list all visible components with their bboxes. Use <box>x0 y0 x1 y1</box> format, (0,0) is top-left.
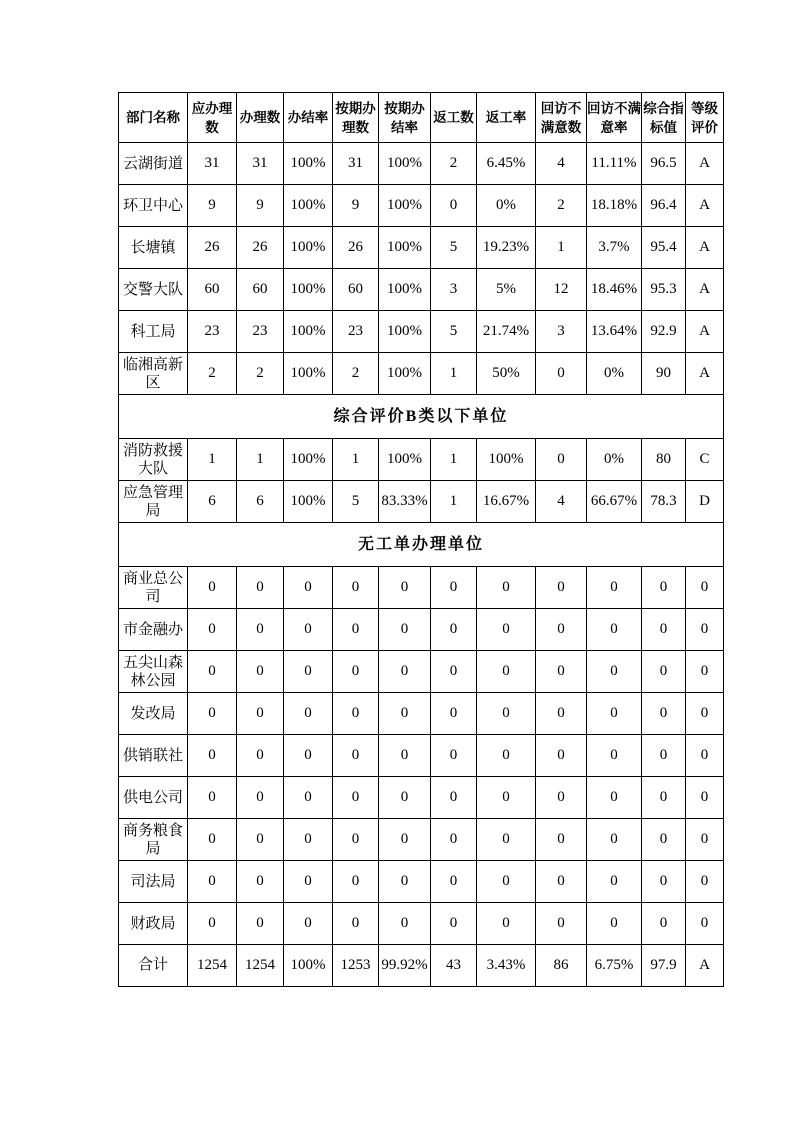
value-cell: 0 <box>686 819 724 861</box>
value-cell: C <box>686 439 724 481</box>
value-cell: 0 <box>431 185 477 227</box>
value-cell: 0 <box>431 861 477 903</box>
column-header: 按期办理数 <box>333 93 379 143</box>
value-cell: 0 <box>477 861 536 903</box>
value-cell: 0 <box>431 693 477 735</box>
value-cell: A <box>686 143 724 185</box>
value-cell: 0 <box>237 651 284 693</box>
value-cell: 0 <box>686 735 724 777</box>
value-cell: 18.46% <box>587 269 642 311</box>
total-value: 3.43% <box>477 945 536 987</box>
value-cell: 100% <box>477 439 536 481</box>
value-cell: 0 <box>587 609 642 651</box>
value-cell: 0 <box>686 567 724 609</box>
column-header: 回访不满意数 <box>536 93 587 143</box>
value-cell: 90 <box>642 353 686 395</box>
value-cell: 60 <box>188 269 237 311</box>
department-name-cell: 交警大队 <box>119 269 188 311</box>
value-cell: 1 <box>188 439 237 481</box>
value-cell: 0 <box>477 567 536 609</box>
value-cell: 0% <box>477 185 536 227</box>
value-cell: 0 <box>333 567 379 609</box>
value-cell: 1 <box>431 439 477 481</box>
value-cell: 5 <box>431 311 477 353</box>
value-cell: 0 <box>333 819 379 861</box>
value-cell: 0 <box>284 693 333 735</box>
value-cell: 100% <box>284 185 333 227</box>
value-cell: 0 <box>587 819 642 861</box>
value-cell: 0 <box>587 777 642 819</box>
value-cell: 0 <box>536 651 587 693</box>
value-cell: 0 <box>686 693 724 735</box>
value-cell: 0 <box>686 777 724 819</box>
value-cell: 2 <box>188 353 237 395</box>
value-cell: 1 <box>431 481 477 523</box>
table-row <box>119 609 724 651</box>
table-row <box>119 185 724 227</box>
total-value: 1253 <box>333 945 379 987</box>
header-row <box>119 93 724 143</box>
value-cell: 2 <box>333 353 379 395</box>
value-cell: 100% <box>284 311 333 353</box>
value-cell: 0 <box>477 693 536 735</box>
value-cell: 0 <box>642 777 686 819</box>
value-cell: 0 <box>477 819 536 861</box>
value-cell: 0 <box>686 861 724 903</box>
table-row <box>119 777 724 819</box>
value-cell: A <box>686 353 724 395</box>
value-cell: 16.67% <box>477 481 536 523</box>
table-row <box>119 143 724 185</box>
value-cell: 100% <box>379 185 431 227</box>
value-cell: 0 <box>587 903 642 945</box>
value-cell: 0 <box>536 819 587 861</box>
value-cell: 60 <box>237 269 284 311</box>
value-cell: D <box>686 481 724 523</box>
value-cell: 6.45% <box>477 143 536 185</box>
value-cell: 0 <box>536 735 587 777</box>
value-cell: 0 <box>536 567 587 609</box>
value-cell: 0 <box>536 439 587 481</box>
department-name-cell: 商业总公司 <box>119 567 188 609</box>
value-cell: 0 <box>686 651 724 693</box>
department-name-cell: 科工局 <box>119 311 188 353</box>
value-cell: 0 <box>431 777 477 819</box>
department-name-cell: 环卫中心 <box>119 185 188 227</box>
total-value: 6.75% <box>587 945 642 987</box>
value-cell: 0 <box>379 735 431 777</box>
value-cell: 12 <box>536 269 587 311</box>
table-row <box>119 481 724 523</box>
value-cell: 0 <box>188 861 237 903</box>
value-cell: 6 <box>188 481 237 523</box>
department-name-cell: 供销联社 <box>119 735 188 777</box>
value-cell: 0 <box>333 861 379 903</box>
value-cell: 26 <box>333 227 379 269</box>
value-cell: 0 <box>237 693 284 735</box>
total-value: 100% <box>284 945 333 987</box>
value-cell: 31 <box>237 143 284 185</box>
value-cell: 78.3 <box>642 481 686 523</box>
value-cell: 19.23% <box>477 227 536 269</box>
total-value: 43 <box>431 945 477 987</box>
value-cell: 50% <box>477 353 536 395</box>
column-header: 应办理数 <box>188 93 237 143</box>
value-cell: 1 <box>536 227 587 269</box>
value-cell: 0 <box>587 735 642 777</box>
value-cell: 13.64% <box>587 311 642 353</box>
column-header: 按期办结率 <box>379 93 431 143</box>
value-cell: A <box>686 227 724 269</box>
value-cell: 0 <box>188 609 237 651</box>
total-value: 97.9 <box>642 945 686 987</box>
value-cell: A <box>686 269 724 311</box>
table-row <box>119 439 724 481</box>
table-row <box>119 651 724 693</box>
value-cell: 0 <box>642 651 686 693</box>
column-header: 办结率 <box>284 93 333 143</box>
value-cell: 0 <box>477 609 536 651</box>
value-cell: 3.7% <box>587 227 642 269</box>
value-cell: 0 <box>188 777 237 819</box>
section-row <box>119 523 724 567</box>
value-cell: 0 <box>333 609 379 651</box>
value-cell: 0 <box>284 903 333 945</box>
value-cell: 0 <box>237 861 284 903</box>
value-cell: 0 <box>379 651 431 693</box>
value-cell: 23 <box>237 311 284 353</box>
department-name-cell: 商务粮食局 <box>119 819 188 861</box>
value-cell: 100% <box>379 269 431 311</box>
table-row <box>119 735 724 777</box>
column-header: 综合指标值 <box>642 93 686 143</box>
value-cell: 0% <box>587 353 642 395</box>
value-cell: 0 <box>237 567 284 609</box>
value-cell: 100% <box>379 227 431 269</box>
column-header: 返工数 <box>431 93 477 143</box>
value-cell: 0 <box>642 567 686 609</box>
value-cell: 0 <box>379 819 431 861</box>
value-cell: 0 <box>188 819 237 861</box>
value-cell: 0 <box>431 567 477 609</box>
value-cell: 0 <box>188 567 237 609</box>
value-cell: 0 <box>284 609 333 651</box>
value-cell: 100% <box>379 311 431 353</box>
value-cell: 0 <box>536 903 587 945</box>
value-cell: 0% <box>587 439 642 481</box>
value-cell: 0 <box>587 651 642 693</box>
department-name-cell: 五尖山森林公园 <box>119 651 188 693</box>
value-cell: 0 <box>686 609 724 651</box>
value-cell: 60 <box>333 269 379 311</box>
section-title: 综合评价B类以下单位 <box>119 395 724 439</box>
total-value: 86 <box>536 945 587 987</box>
value-cell: 0 <box>587 693 642 735</box>
value-cell: 0 <box>333 735 379 777</box>
value-cell: 0 <box>431 609 477 651</box>
value-cell: 1 <box>237 439 284 481</box>
value-cell: 9 <box>188 185 237 227</box>
value-cell: 0 <box>379 693 431 735</box>
value-cell: 21.74% <box>477 311 536 353</box>
value-cell: 0 <box>284 777 333 819</box>
column-header: 部门名称 <box>119 93 188 143</box>
value-cell: 100% <box>284 227 333 269</box>
table-row <box>119 819 724 861</box>
value-cell: A <box>686 311 724 353</box>
value-cell: 100% <box>284 353 333 395</box>
value-cell: 0 <box>379 861 431 903</box>
value-cell: 0 <box>431 819 477 861</box>
value-cell: 100% <box>379 143 431 185</box>
value-cell: 1 <box>431 353 477 395</box>
value-cell: 23 <box>333 311 379 353</box>
value-cell: 2 <box>237 353 284 395</box>
value-cell: 0 <box>642 693 686 735</box>
value-cell: 100% <box>284 269 333 311</box>
table-row <box>119 567 724 609</box>
value-cell: 2 <box>431 143 477 185</box>
value-cell: 31 <box>333 143 379 185</box>
table-row <box>119 693 724 735</box>
value-cell: 95.4 <box>642 227 686 269</box>
value-cell: A <box>686 185 724 227</box>
column-header: 返工率 <box>477 93 536 143</box>
table-row <box>119 861 724 903</box>
value-cell: 11.11% <box>587 143 642 185</box>
value-cell: 0 <box>237 819 284 861</box>
value-cell: 0 <box>237 777 284 819</box>
value-cell: 0 <box>642 609 686 651</box>
value-cell: 0 <box>477 777 536 819</box>
value-cell: 0 <box>686 903 724 945</box>
department-name-cell: 财政局 <box>119 903 188 945</box>
column-header: 办理数 <box>237 93 284 143</box>
value-cell: 0 <box>188 693 237 735</box>
value-cell: 96.5 <box>642 143 686 185</box>
total-label: 合计 <box>119 945 188 987</box>
section-row <box>119 395 724 439</box>
value-cell: 83.33% <box>379 481 431 523</box>
value-cell: 9 <box>333 185 379 227</box>
department-name-cell: 应急管理局 <box>119 481 188 523</box>
department-evaluation-table <box>118 92 724 987</box>
value-cell: 0 <box>379 903 431 945</box>
total-value: 1254 <box>237 945 284 987</box>
department-name-cell: 云湖街道 <box>119 143 188 185</box>
value-cell: 0 <box>431 903 477 945</box>
value-cell: 0 <box>536 353 587 395</box>
value-cell: 92.9 <box>642 311 686 353</box>
value-cell: 66.67% <box>587 481 642 523</box>
total-row <box>119 945 724 987</box>
value-cell: 4 <box>536 481 587 523</box>
table-row <box>119 311 724 353</box>
value-cell: 0 <box>642 819 686 861</box>
value-cell: 5% <box>477 269 536 311</box>
value-cell: 0 <box>431 651 477 693</box>
value-cell: 0 <box>642 735 686 777</box>
value-cell: 0 <box>379 567 431 609</box>
department-name-cell: 临湘高新区 <box>119 353 188 395</box>
total-value: A <box>686 945 724 987</box>
value-cell: 0 <box>587 861 642 903</box>
value-cell: 0 <box>333 777 379 819</box>
value-cell: 100% <box>284 439 333 481</box>
value-cell: 26 <box>237 227 284 269</box>
value-cell: 9 <box>237 185 284 227</box>
value-cell: 0 <box>237 735 284 777</box>
value-cell: 5 <box>431 227 477 269</box>
value-cell: 5 <box>333 481 379 523</box>
value-cell: 100% <box>284 481 333 523</box>
value-cell: 2 <box>536 185 587 227</box>
department-name-cell: 长塘镇 <box>119 227 188 269</box>
value-cell: 1 <box>333 439 379 481</box>
department-name-cell: 供电公司 <box>119 777 188 819</box>
value-cell: 0 <box>284 819 333 861</box>
value-cell: 0 <box>379 609 431 651</box>
value-cell: 0 <box>333 903 379 945</box>
department-name-cell: 消防救援大队 <box>119 439 188 481</box>
value-cell: 0 <box>188 735 237 777</box>
value-cell: 0 <box>477 903 536 945</box>
table-row <box>119 353 724 395</box>
value-cell: 3 <box>536 311 587 353</box>
value-cell: 31 <box>188 143 237 185</box>
column-header: 回访不满意率 <box>587 93 642 143</box>
value-cell: 0 <box>188 903 237 945</box>
value-cell: 0 <box>587 567 642 609</box>
table-row <box>119 227 724 269</box>
value-cell: 100% <box>284 143 333 185</box>
value-cell: 0 <box>536 777 587 819</box>
value-cell: 23 <box>188 311 237 353</box>
value-cell: 100% <box>379 353 431 395</box>
value-cell: 80 <box>642 439 686 481</box>
value-cell: 26 <box>188 227 237 269</box>
department-name-cell: 发改局 <box>119 693 188 735</box>
total-value: 99.92% <box>379 945 431 987</box>
table-row <box>119 269 724 311</box>
department-name-cell: 市金融办 <box>119 609 188 651</box>
value-cell: 0 <box>188 651 237 693</box>
value-cell: 0 <box>333 693 379 735</box>
value-cell: 0 <box>477 651 536 693</box>
table-row <box>119 903 724 945</box>
value-cell: 0 <box>237 609 284 651</box>
value-cell: 0 <box>477 735 536 777</box>
value-cell: 100% <box>379 439 431 481</box>
value-cell: 0 <box>237 903 284 945</box>
column-header: 等级评价 <box>686 93 724 143</box>
value-cell: 3 <box>431 269 477 311</box>
section-title: 无工单办理单位 <box>119 523 724 567</box>
value-cell: 6 <box>237 481 284 523</box>
value-cell: 96.4 <box>642 185 686 227</box>
value-cell: 0 <box>536 861 587 903</box>
value-cell: 4 <box>536 143 587 185</box>
value-cell: 0 <box>642 861 686 903</box>
value-cell: 18.18% <box>587 185 642 227</box>
value-cell: 0 <box>379 777 431 819</box>
value-cell: 0 <box>536 609 587 651</box>
value-cell: 0 <box>284 567 333 609</box>
total-value: 1254 <box>188 945 237 987</box>
value-cell: 0 <box>333 651 379 693</box>
value-cell: 0 <box>536 693 587 735</box>
value-cell: 0 <box>284 651 333 693</box>
value-cell: 95.3 <box>642 269 686 311</box>
department-name-cell: 司法局 <box>119 861 188 903</box>
value-cell: 0 <box>642 903 686 945</box>
value-cell: 0 <box>431 735 477 777</box>
value-cell: 0 <box>284 735 333 777</box>
value-cell: 0 <box>284 861 333 903</box>
